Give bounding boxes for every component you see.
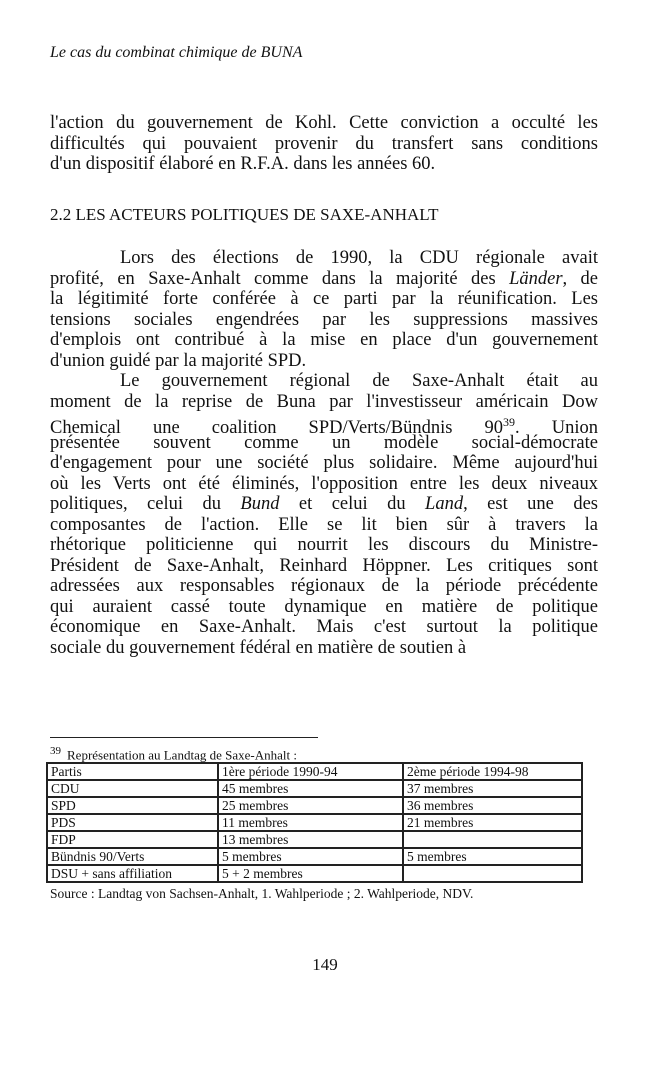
text-segment: moment de la reprise de Buna par l'investisseur américain Dow	[50, 391, 598, 412]
text-segment: et celui du	[279, 494, 426, 514]
table-cell: DSU + sans affiliation	[47, 865, 218, 882]
footnote-title	[50, 745, 297, 763]
text-segment: la légitimité forte conférée à ce parti par la réunification. Les	[50, 289, 598, 309]
table-cell: 5 membres	[218, 848, 403, 865]
text-segment: Président de Saxe-Anhalt, Reinhard Höppner. Les critiques sont	[50, 555, 598, 576]
text-segment: d'un dispositif élaboré en R.F.A. dans les années 60.	[50, 154, 436, 174]
footnote-ref[interactable]: 39	[503, 415, 516, 429]
text-segment: d'union guidé par la majorité SPD.	[50, 350, 307, 371]
table-cell: CDU	[47, 780, 218, 797]
text-segment: d'engagement pour une société plus solidaire. Même aujourd'hui	[50, 453, 598, 473]
text-segment: , est une des	[463, 494, 598, 514]
text-line	[50, 351, 598, 372]
table-cell: 25 membres	[218, 797, 403, 814]
table-row	[47, 865, 582, 882]
text-segment: d'emplois ont contribué à la mise en place d'un gouvernement	[50, 330, 598, 350]
text-segment: qui auraient cassé toute dynamique en matière de politique	[50, 596, 598, 617]
table-row	[47, 814, 582, 831]
text-line	[50, 474, 598, 495]
table-cell: 13 membres	[218, 831, 403, 848]
table-cell: 37 membres	[403, 780, 582, 797]
table-header-row	[47, 763, 582, 780]
text-segment: Land	[425, 494, 464, 514]
table-source: Source : Landtag von Sachsen-Anhalt, 1. Wahlperiode ; 2. Wahlperiode, NDV.	[50, 886, 474, 901]
table-cell: Bündnis 90/Verts	[47, 848, 218, 865]
text-segment: où les Verts ont été éliminés, l'opposition entre les deux niveaux	[50, 473, 598, 494]
text-segment: adressées aux responsables régionaux de la période précédente	[50, 576, 598, 596]
text-line	[50, 433, 598, 454]
footnote-number: 39	[50, 745, 61, 757]
text-line	[50, 638, 598, 659]
text-line	[50, 248, 598, 269]
text-segment: l'action du gouvernement de Kohl. Cette conviction a occulté les	[50, 113, 598, 133]
table-cell: 36 membres	[403, 797, 582, 814]
table-cell: 5 membres	[403, 848, 582, 865]
text-segment: profité, en Saxe-Anhalt comme dans la majorité des	[50, 268, 510, 289]
text-line	[50, 134, 598, 155]
text-line	[50, 576, 598, 597]
text-line	[50, 371, 598, 392]
text-line	[50, 556, 598, 577]
text-segment: Lors des élections de 1990, la CDU régionale avait	[120, 248, 598, 268]
text-segment: sociale du gouvernement fédéral en matière de soutien à	[50, 637, 467, 658]
text-segment: Bund	[240, 494, 280, 514]
text-segment: politiques, celui du	[50, 494, 241, 514]
table-cell: 21 membres	[403, 814, 582, 831]
table-cell: 1ère période 1990-94	[218, 763, 403, 780]
table-row	[47, 831, 582, 848]
text-line	[50, 310, 598, 331]
text-segment: économique en Saxe-Anhalt. Mais c'est surtout la politique	[50, 617, 598, 637]
page-number: 149	[312, 955, 338, 974]
table-cell: 2ème période 1994-98	[403, 763, 582, 780]
text-segment: . Union	[515, 418, 598, 439]
table-row	[47, 848, 582, 865]
text-line	[50, 412, 598, 439]
table-row	[47, 780, 582, 797]
table-row	[47, 797, 582, 814]
table-cell	[403, 831, 582, 848]
text-line	[50, 617, 598, 638]
text-segment: rhétorique politicienne qui nourrit les discours du Ministre-	[50, 535, 598, 555]
text-line	[50, 515, 598, 536]
footnote-divider	[50, 737, 318, 738]
paragraph-1	[50, 113, 598, 175]
text-segment: tensions sociales engendrées par les suppressions massives	[50, 309, 598, 330]
table-cell: 11 membres	[218, 814, 403, 831]
text-segment: composantes de l'action. Elle se lit bien sûr à travers la	[50, 514, 598, 535]
text-line	[50, 330, 598, 351]
table-cell: PDS	[47, 814, 218, 831]
text-line	[50, 113, 598, 134]
table-cell: SPD	[47, 797, 218, 814]
text-segment: Le gouvernement régional de Saxe-Anhalt était au	[120, 371, 598, 391]
text-line	[50, 269, 598, 290]
text-line	[50, 154, 598, 175]
text-line	[50, 289, 598, 310]
text-line	[50, 597, 598, 618]
text-segment: , de	[562, 268, 598, 289]
table-cell: Partis	[47, 763, 218, 780]
section-heading: 2.2 LES ACTEURS POLITIQUES DE SAXE-ANHALT	[50, 205, 439, 224]
text-segment: présentée souvent comme un modèle social-démocrate	[50, 432, 598, 453]
text-line	[50, 494, 598, 515]
table-cell: 5 + 2 membres	[218, 865, 403, 882]
footnote-text: Représentation au Landtag de Saxe-Anhalt :	[67, 747, 297, 763]
text-segment: Chemical une coalition SPD/Verts/Bündnis 90	[50, 418, 504, 439]
text-line	[50, 392, 598, 413]
table-cell	[403, 865, 582, 882]
paragraph-2	[50, 248, 598, 658]
text-line	[50, 453, 598, 474]
text-line	[50, 535, 598, 556]
text-segment: difficultés qui pouvaient provenir du transfert sans conditions	[50, 133, 598, 154]
table-cell: FDP	[47, 831, 218, 848]
table-cell: 45 membres	[218, 780, 403, 797]
running-header: Le cas du combinat chimique de BUNA	[50, 44, 303, 61]
text-segment: Länder	[509, 268, 563, 289]
landtag-table	[46, 762, 583, 883]
